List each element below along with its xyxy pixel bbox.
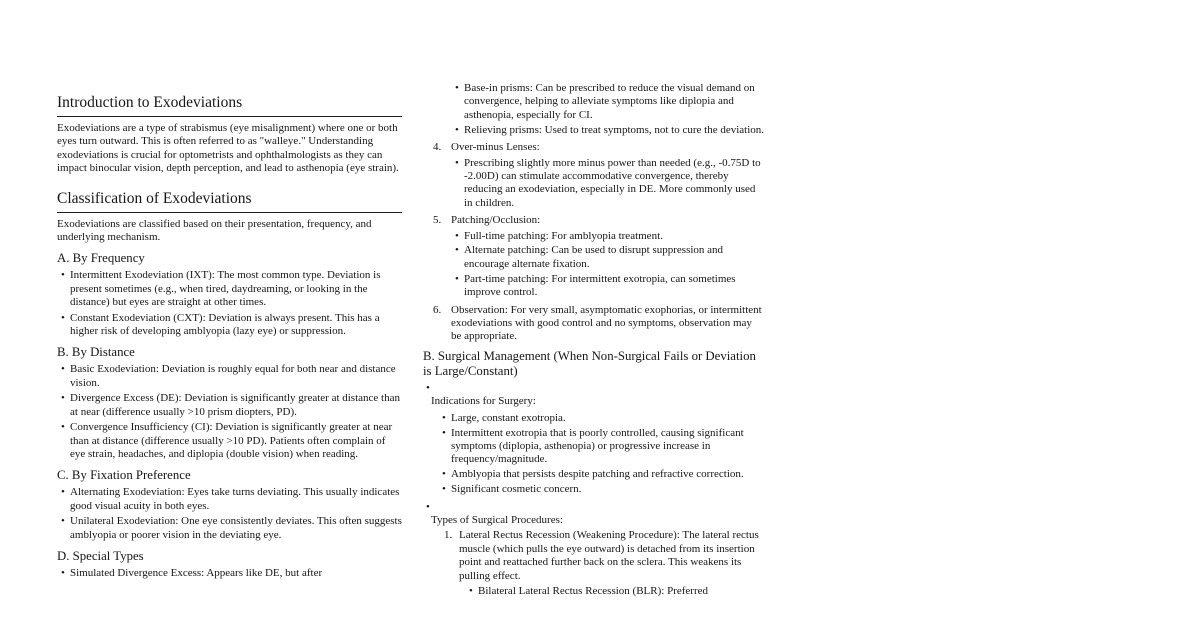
list-item: • Large, constant exotropia.: [438, 412, 765, 425]
nonsurgical-numbered-list: [423, 141, 765, 344]
sublist: [451, 157, 765, 211]
sublist: [451, 230, 765, 300]
list-item: • Unilateral Exodeviation: One eye consistently deviates. This often suggests amblyopia or poorer vision in the deviating eye.: [57, 515, 402, 542]
list-item-label: Patching/Occlusion:: [451, 214, 541, 227]
list-item: • Intermittent exotropia that is poorly controlled, causing significant symptoms (diplopia, asthenopia) or progressive increase in frequency/magnitude.: [438, 427, 765, 467]
subheading-by-frequency: A. By Frequency: [57, 251, 145, 266]
list-item: • Amblyopia that persists despite patching and refractive correction.: [438, 468, 765, 481]
list-item: • Prescribing slightly more minus power than needed (e.g., -0.75D to -2.00D) can stimulate accommodative convergence, thereby reducing an exodeviation, especially in DE. More commonly used in children.: [451, 157, 765, 211]
list-item-label: Observation: For very small, asymptomatic exophorias, or intermittent exodeviations with good control and no symptoms, observation may be appropriate.: [451, 303, 762, 343]
section-heading-classification: Classification of Exodeviations: [57, 189, 402, 213]
subheading-by-fixation: C. By Fixation Preference: [57, 468, 191, 483]
list-item: • Significant cosmetic concern.: [438, 483, 765, 496]
list-item-number: 4.: [433, 141, 442, 154]
list-item: • Alternate patching: Can be used to disrupt suppression and encourage alternate fixation.: [451, 244, 765, 271]
classification-paragraph: Exodeviations are classified based on their presentation, frequency, and underlying mechanism.: [57, 217, 372, 244]
left-column: [57, 80, 402, 585]
list-item: • Base-in prisms: Can be prescribed to reduce the visual demand on convergence, helping to alleviate symptoms like diplopia and asthenopia, especially for CI.: [451, 82, 765, 122]
section-heading-introduction: Introduction to Exodeviations: [57, 93, 402, 117]
intro-paragraph: Exodeviations are a type of strabismus (eye misalignment) where one or both eyes turn outward. This is often referred to as "walleye." Understanding exodeviations is crucial for optometrists and ophthalmologists as they can impact binocular vision, depth perception, and lead to asthenopia (eye strain).: [57, 122, 399, 175]
list-item: • Part-time patching: For intermittent exotropia, can sometimes improve control.: [451, 273, 765, 300]
right-column: [423, 80, 765, 602]
subheading-by-distance: B. By Distance: [57, 345, 135, 360]
list-item: • Simulated Divergence Excess: Appears like DE, but after: [57, 567, 402, 580]
list-item-text: Lateral Rectus Recession (Weakening Procedure): The lateral rectus muscle (which pulls the eye outward) is detached from its insertion point and reattached further back on the sclera. This weakens its pulling effect.: [459, 529, 759, 582]
surgical-outline-list: [423, 382, 765, 599]
list-item: • Constant Exodeviation (CXT): Deviation is always present. This has a higher risk of developing amblyopia (lazy eye) or suppression.: [57, 312, 402, 339]
list-item: • Basic Exodeviation: Deviation is roughly equal for both near and distance vision.: [57, 363, 402, 390]
procedures-list: [431, 529, 765, 598]
subheading-special-types: D. Special Types: [57, 548, 144, 563]
procedures-label: • Types of Surgical Procedures:: [431, 513, 563, 526]
list-item-label: Over-minus Lenses:: [451, 141, 540, 154]
list-item: • Relieving prisms: Used to treat symptoms, not to cure the deviation.: [451, 124, 765, 137]
list-item: [423, 141, 765, 210]
list-item: [423, 382, 765, 497]
list-item: • Alternating Exodeviation: Eyes take turns deviating. This usually indicates good visual acuity in both eyes.: [57, 486, 402, 513]
by-fixation-list: [57, 486, 402, 542]
list-item: [423, 214, 765, 299]
indications-label: • Indications for Surgery:: [431, 395, 536, 408]
list-item: • Bilateral Lateral Rectus Recession (BLR): Preferred: [465, 585, 765, 598]
list-item-number: 5.: [433, 214, 442, 227]
sublist: [465, 585, 765, 598]
list-item: [431, 529, 765, 598]
list-item: [423, 501, 765, 599]
indications-list: [438, 412, 765, 497]
list-item: • Full-time patching: For amblyopia treatment.: [451, 230, 765, 243]
list-item-number: 1.: [444, 529, 453, 542]
list-item-number: 6.: [433, 303, 442, 316]
list-item: • Divergence Excess (DE): Deviation is significantly greater at distance than at near (difference usually >10 prism diopters, PD).: [57, 392, 402, 419]
by-frequency-list: [57, 269, 402, 338]
by-distance-list: [57, 363, 402, 461]
special-types-list: [57, 567, 402, 580]
prism-options-list: [451, 82, 765, 137]
list-item: • Convergence Insufficiency (CI): Deviation is significantly greater at near than at distance (difference usually >10 PD). Patients often complain of eye strain, headaches, and diplopia (double vision) when reading.: [57, 421, 402, 461]
subheading-surgical-management: B. Surgical Management (When Non-Surgical Fails or Deviation is Large/Constant): [423, 348, 756, 378]
list-item: • Intermittent Exodeviation (IXT): The most common type. Deviation is present sometimes (e.g., when tired, daydreaming, or looking in the distance) but eyes are straight at other times.: [57, 269, 402, 309]
list-item: [423, 304, 765, 344]
